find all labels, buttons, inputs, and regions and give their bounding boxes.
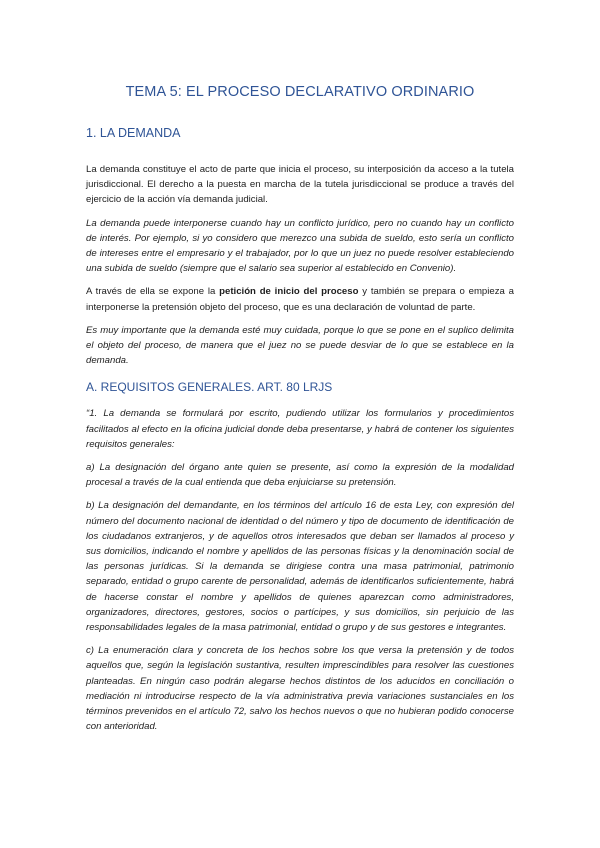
- subsection-heading-requisitos: A. REQUISITOS GENERALES. ART. 80 LRJS: [86, 380, 333, 395]
- quote-item-c: c) La enumeración clara y concreta de los hechos sobre los que versa la pretensión y de todos aquellos que, según la legislación sustantiva, resulten imprescindibles para resolver las cuestiones planteadas. En ningún caso podrán alegarse hechos distintos de los aducidos en conciliación o mediación ni introducirse respecto de la vía administrativa previa variaciones sustanciales en los términos prevenidos en el artículo 72, salvo los hechos nuevos o que no hubieran podido conocerse con anterioridad.: [86, 645, 514, 733]
- section-heading-la-demanda: 1. LA DEMANDA: [86, 126, 181, 140]
- paragraph-peticion-bold: petición de inicio del proceso: [219, 286, 359, 298]
- quote-item-b: b) La designación del demandante, en los términos del artículo 16 de esta Ley, con expresión del número del documento nacional de identidad o del número y tipo de documento de identificación de los ciudadanos extranjeros, y de aquellos otros interesados que deban ser llamados al proceso y sus domicilios, indicando el nombre y apellidos de las personas físicas y la denominación social de las personas jurídicas. Si la demanda se dirigiese contra una masa patrimonial, patrimonio separado, entidad o grupo carente de personalidad, además de identificarlos suficientemente, habrá de hacerse constar el nombre y apellidos de quienes aparezcan como administradores, organizadores, directores, gestores, socios o partícipes, y sus domicilios, sin perjuicio de las responsabilidades legales de la masa patrimonial, entidad o grupo y de sus gestores e integrantes.: [86, 500, 514, 634]
- paragraph-definition: La demanda constituye el acto de parte que inicia el proceso, su interposición da acceso a la tutela jurisdiccional. El derecho a la puesta en marcha de la tutela jurisdiccional se produce a través del ejercicio de la acción vía demanda judicial.: [86, 164, 514, 206]
- quote-item-a: a) La designación del órgano ante quien se presente, así como la expresión de la modalidad procesal a través de la cual entienda que deba enjuiciarse su pretensión.: [86, 462, 514, 489]
- paragraph-conflict-example: La demanda puede interponerse cuando hay un conflicto jurídico, pero no cuando hay un conflicto de interés. Por ejemplo, si yo considero que merezco una subida de sueldo, esto sería un conflicto de intereses entre el empresario y el trabajador, por lo que un juez no puede resolver estableciendo una subida de sueldo (siempre que el salario sea superior al establecido en Convenio).: [86, 217, 514, 275]
- paragraph-peticion-text-before: A través de ella se expone la: [86, 286, 220, 298]
- paragraph-peticion-text-after: y también se prepara o empieza a interponerse la pretensión objeto del proceso, que es una declaración de voluntad de parte.: [86, 286, 514, 313]
- page-title: TEMA 5: EL PROCESO DECLARATIVO ORDINARIO: [125, 84, 475, 100]
- paragraph-suplico-note: Es muy importante que la demanda esté muy cuidada, porque lo que se pone en el suplico delimita el objeto del proceso, de manera que el juez no se puede desviar de lo que se establece en la demanda.: [86, 324, 514, 367]
- quote-intro: “1. La demanda se formulará por escrito, pudiendo utilizar los formularios y procedimientos facilitados al efecto en la oficina judicial donde deba presentarse, y habrá de contener los siguientes requisitos generales:: [86, 408, 514, 450]
- paragraph-peticion: [86, 284, 514, 314]
